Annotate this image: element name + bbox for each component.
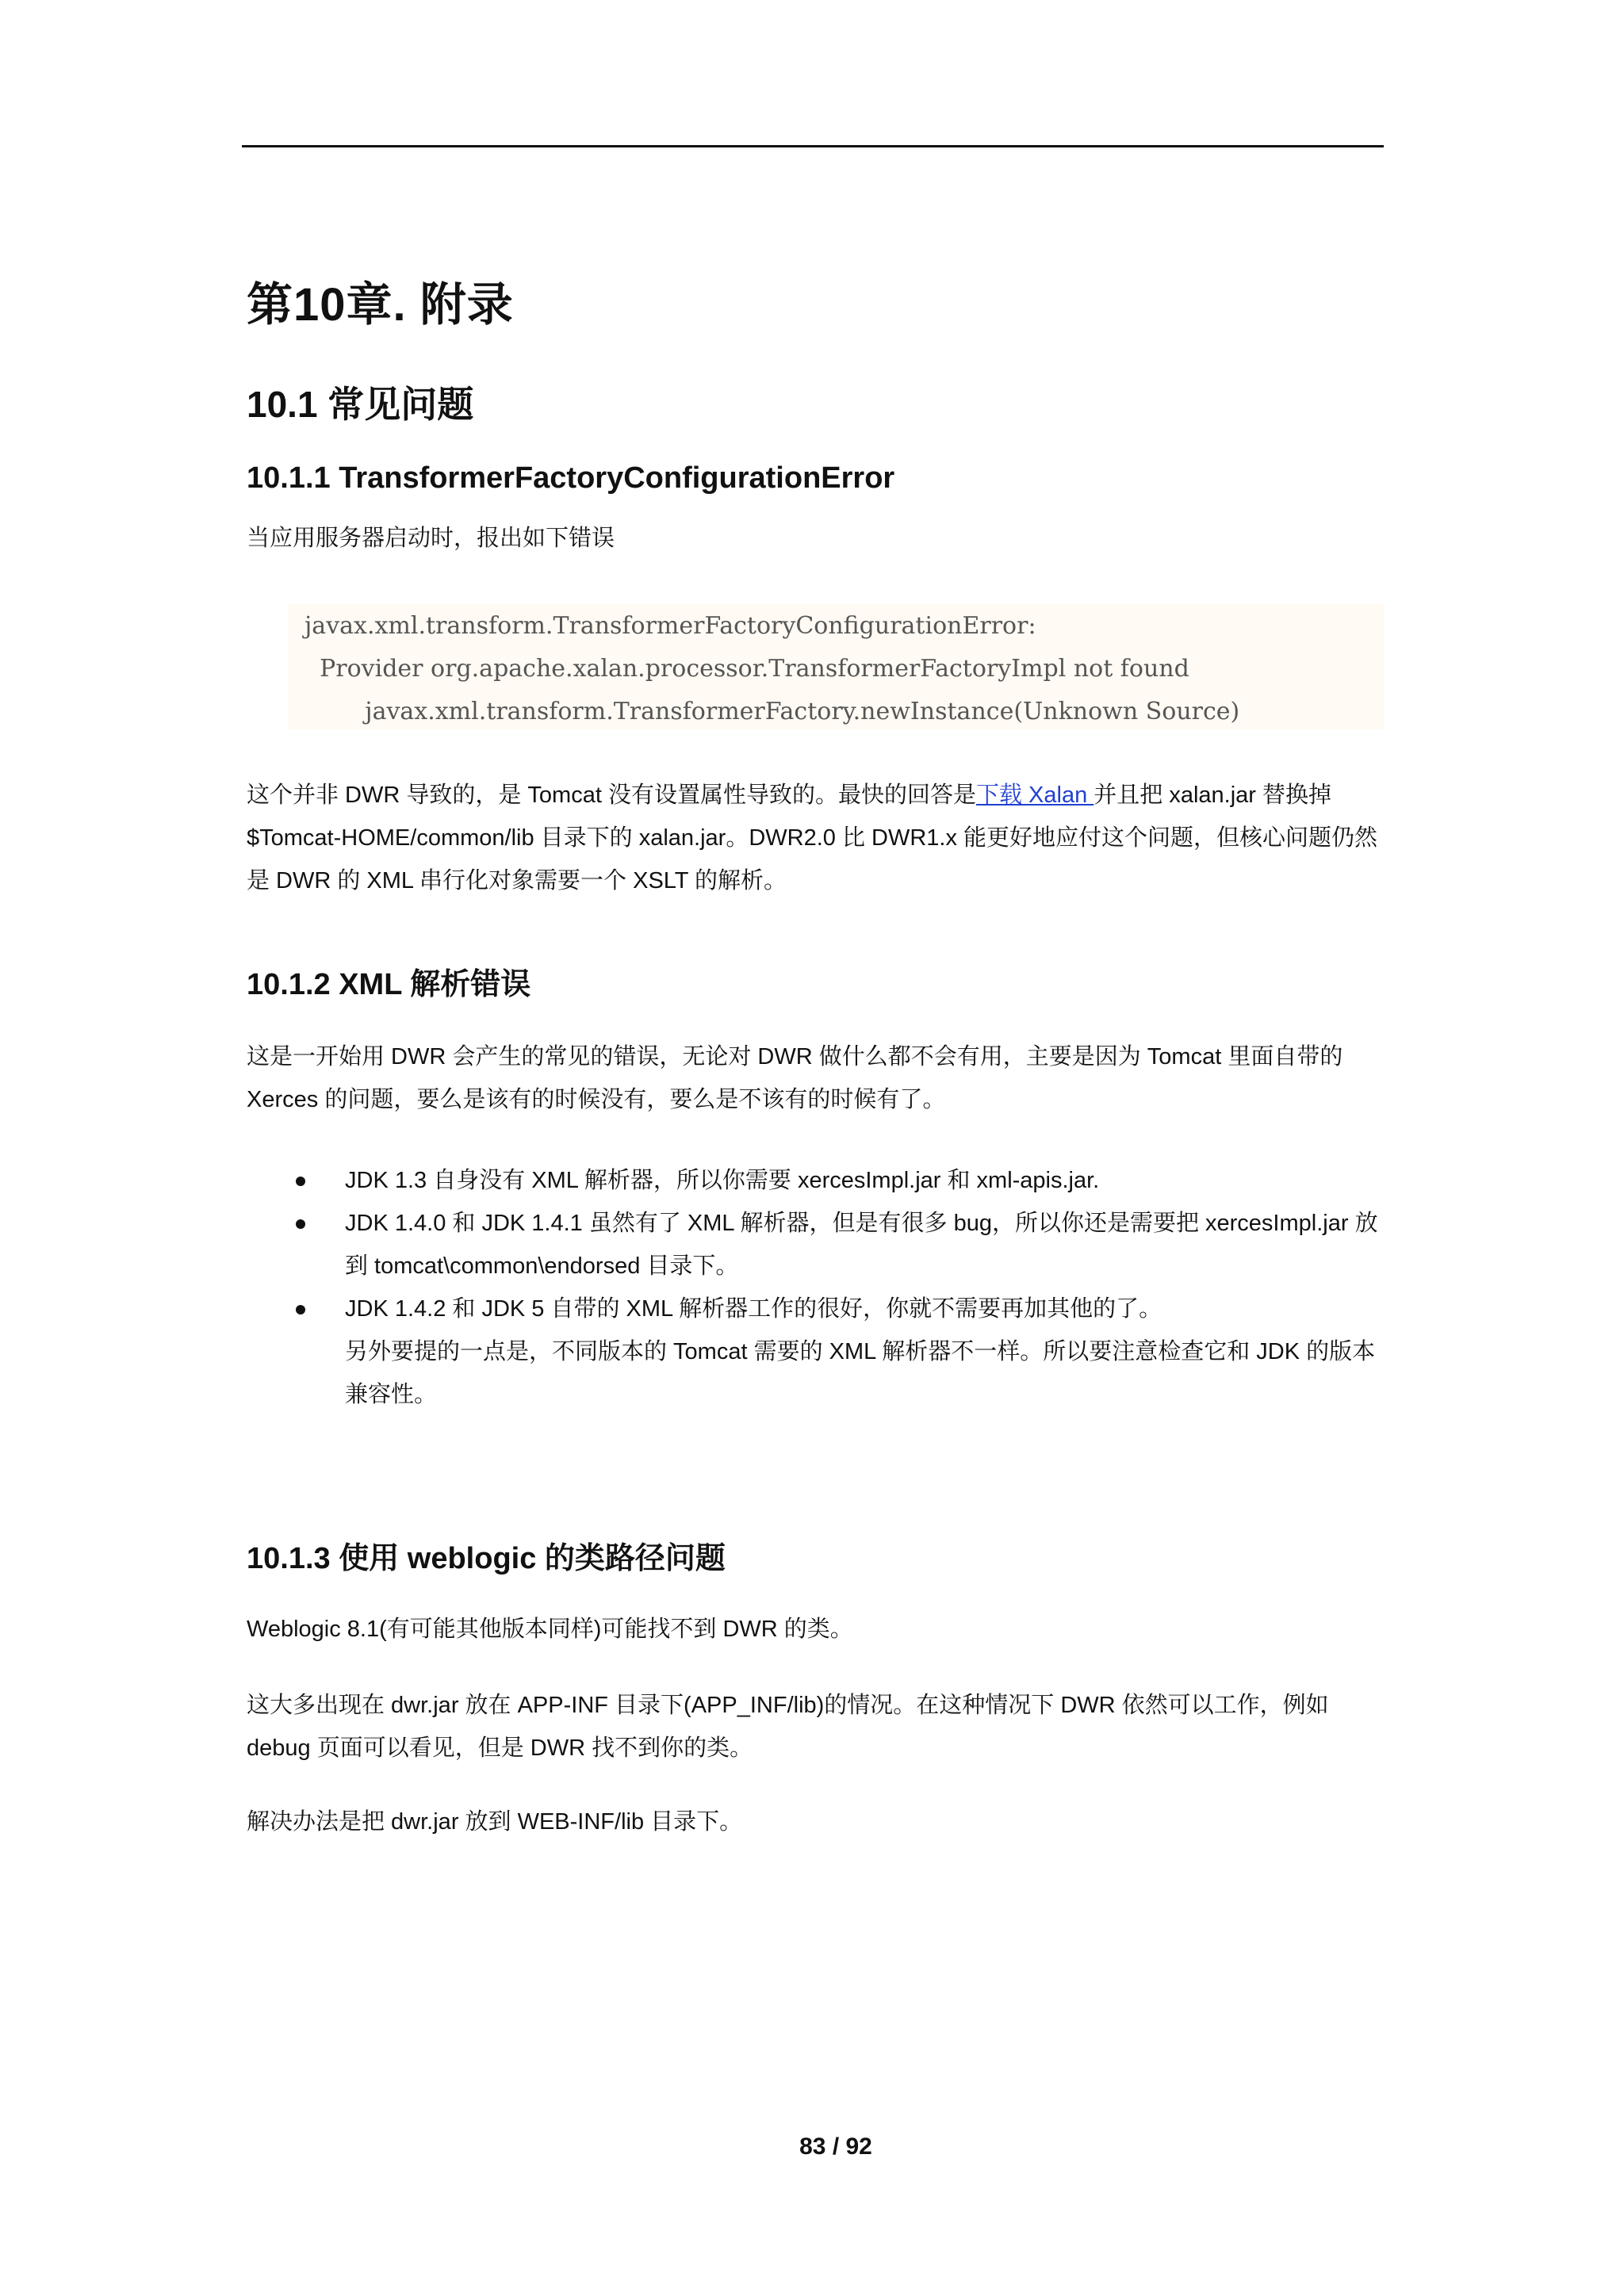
subsection-title-1: 10.1.1 TransformerFactoryConfigurationError <box>247 461 895 495</box>
download-xalan-link[interactable]: 下载 Xalan <box>975 783 1094 808</box>
code-block <box>288 604 1384 729</box>
weblogic-paragraph-3: 解决办法是把 dwr.jar 放到 WEB-INF/lib 目录下。 <box>247 1809 743 1835</box>
weblogic-paragraph-1: Weblogic 8.1(有可能其他版本同样)可能找不到 DWR 的类。 <box>247 1617 853 1642</box>
code-line: javax.xml.transform.TransformerFactory.newInstance(Unknown Source) <box>304 698 1240 725</box>
jdk-bullet-list <box>247 1159 1381 1416</box>
chapter-title: 第10章. 附录 <box>247 279 514 331</box>
list-item: JDK 1.4.2 和 JDK 5 自带的 XML 解析器工作的很好，你就不需要再加其他的了。 另外要提的一点是，不同版本的 Tomcat 需要的 XML 解析器不一样。所以要注意检查它和 JDK 的版本兼容性。 <box>247 1288 1381 1416</box>
section-title: 10.1 常见问题 <box>247 384 474 425</box>
intro-text: 当应用服务器启动时，报出如下错误 <box>247 526 615 551</box>
page-number: 83 / 92 <box>799 2133 872 2160</box>
xml-error-paragraph: 这是一开始用 DWR 会产生的常见的错误，无论对 DWR 做什么都不会有用，主要是因为 Tomcat 里面自带的 Xerces 的问题，要么是该有的时候没有，要么是不该有的时候有了。 <box>247 1044 1343 1112</box>
subsection-title-2: 10.1.2 XML 解析错误 <box>247 968 531 1001</box>
explanation-text-b: 并且把 xalan.jar 替换掉 $Tomcat-HOME/common/lib 目录下的 xalan.jar。DWR2.0 比 DWR1.x 能更好地应付这个问题，但核心问题仍然是 DWR 的 XML 串行化对象需要一个 XSLT 的解析。 <box>247 783 1377 894</box>
explanation-paragraph <box>247 774 1381 902</box>
bullet-icon <box>296 1219 305 1229</box>
list-item: JDK 1.4.0 和 JDK 1.4.1 虽然有了 XML 解析器，但是有很多 bug，所以你还是需要把 xercesImpl.jar 放到 tomcat\common\endorsed 目录下。 <box>247 1202 1381 1288</box>
code-line: javax.xml.transform.TransformerFactoryConfigurationError: <box>304 612 1036 640</box>
bullet-icon <box>296 1177 305 1186</box>
weblogic-paragraph-2: 这大多出现在 dwr.jar 放在 APP-INF 目录下(APP_INF/lib)的情况。在这种情况下 DWR 依然可以工作，例如 debug 页面可以看见，但是 DWR 找不到你的类。 <box>247 1693 1329 1761</box>
compat-note: 另外要提的一点是，不同版本的 Tomcat 需要的 XML 解析器不一样。所以要注意检查它和 JDK 的版本兼容性。 <box>345 1339 1376 1407</box>
code-line: Provider org.apache.xalan.processor.TransformerFactoryImpl not found <box>304 655 1189 683</box>
subsection-title-3: 10.1.3 使用 weblogic 的类路径问题 <box>247 1542 726 1575</box>
bullet-icon <box>296 1305 305 1314</box>
header-rule <box>242 145 1384 147</box>
list-item: JDK 1.3 自身没有 XML 解析器，所以你需要 xercesImpl.jar 和 xml-apis.jar. <box>247 1159 1381 1202</box>
explanation-text-a: 这个并非 DWR 导致的，是 Tomcat 没有设置属性导致的。最快的回答是 <box>247 783 976 808</box>
